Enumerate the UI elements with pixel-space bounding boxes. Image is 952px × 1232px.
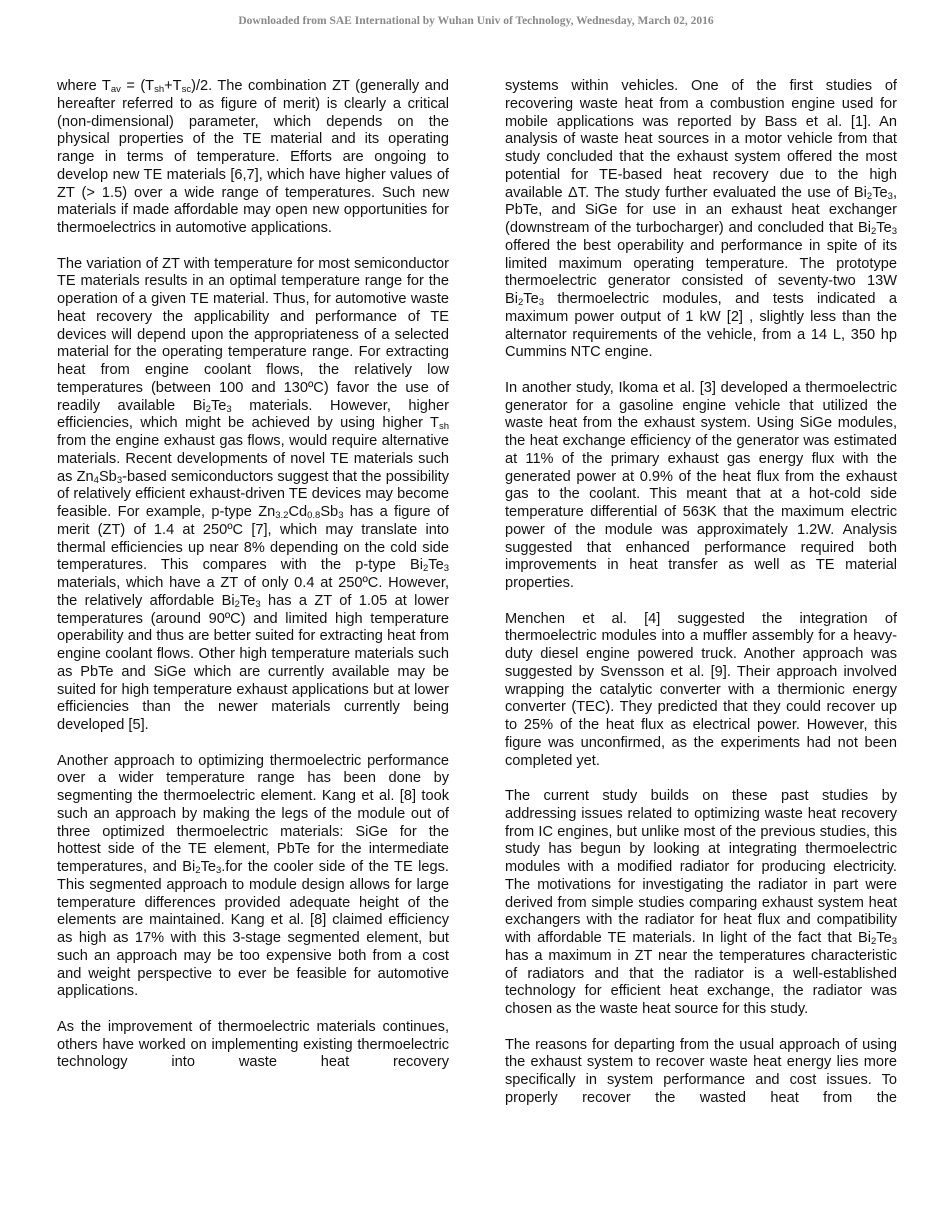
subscript: av (110, 84, 121, 95)
paragraph-text: As the improvement of thermoelectric materials continues, others have worked on implementing existing thermoelectric technology into waste heat recovery (57, 1018, 449, 1071)
paragraph-text: Another approach to optimizing thermoelectric performance over a wider temperature range has been done by segmenting the thermoelectric element. Kang et al. [8] took such an approach by making the legs of the module out of three optimized thermoelectric materials: SiGe for the hottest side of the TE element, PbTe for the intermediate temperatures, and Bi (57, 752, 449, 875)
paragraph-text: has a figure of merit (ZT) of 1.4 at 250ºC [7], which may translate into thermal efficiencies up near 8% depending on the cold side temperatures. This compares with the p-type Bi (57, 504, 449, 574)
subscript: 2 (870, 936, 877, 947)
subscript: 2 (234, 598, 240, 610)
subscript: 3 (887, 190, 893, 202)
paragraph-text: +T (164, 78, 182, 94)
body-paragraph (505, 788, 897, 1019)
paragraph-text: Te (876, 930, 892, 946)
paragraph-text: -based semiconductors suggest that the possibility of relatively efficient exhaust-driven TE devices may become feasible. For example, p-type Zn (57, 468, 449, 520)
subscript: 3 (116, 474, 123, 486)
paragraph-text: Cd (288, 504, 308, 520)
body-paragraph (505, 78, 897, 362)
paragraph-text: The reasons for departing from the usual approach of using the exhaust system to recover waste heat energy lies more specifically in system performance and cost issues. To properly recover the wasted heat from the (505, 1036, 897, 1106)
paragraph-text: The current study builds on these past studies by addressing issues related to optimizing waste heat recovery from IC engines, but unlike most of the previous studies, this study has begun by looking at integrating thermoelectric modules with a modified radiator for producing electricity. The motivations for investigating the radiator in part were derived from simple studies comparing exhaust system heat exchangers with the radiator for heat flux and compatibility with affordable TE materials. In light of the fact that Bi (505, 788, 897, 946)
paragraph-text: Sb (320, 504, 339, 520)
subscript: 3 (538, 297, 544, 308)
subscript: 3 (255, 598, 261, 610)
paragraph-text: offered the best operability and performance in spite of its limited maximum operating temperature. The prototype thermoelectric generator consisted of seventy-two 13W Bi (505, 237, 897, 307)
paragraph-text: where T (57, 78, 111, 94)
paragraph-text: materials, which have a ZT of only 0.4 at 250ºC. However, the relatively affordable Bi (57, 575, 449, 609)
body-paragraph (57, 78, 449, 238)
subscript: 3 (338, 510, 344, 521)
body-paragraph (505, 1037, 897, 1108)
subscript: 0.8 (307, 510, 321, 521)
paragraph-text: from the engine exhaust gas flows, would require alternative materials. Recent developments of novel TE materials such as Zn (57, 433, 449, 485)
subscript: 4 (93, 474, 99, 486)
paragraph-text: Te (523, 291, 539, 307)
paragraph-text: In another study, Ikoma et al. [3] developed a thermoelectric generator for a gasoline engine vehicle that utilized the waste heat from the exhaust system. Using SiGe modules, the heat exchange efficiency of the generator was estimated at 11% of the primary exhaust gas energy flux with the generated power at 0.9% of the heat flux from the exhaust gas to the coolant. This meant that at a hot-cold side temperature differential of 563K that the maximum electric power of the module was approximately 1.2W. Analysis suggested that enhanced performance required both improvements in heat transfer as well as TE material properties. (505, 379, 897, 591)
subscript: sc (181, 84, 192, 95)
body-paragraph (57, 753, 449, 1002)
paragraph-text: , PbTe, and SiGe for use in an exhaust heat exchanger (downstream of the turbocharger) and concluded that Bi (505, 184, 897, 236)
paragraph-text: Te (872, 184, 888, 201)
paragraph-text: )/2. The combination ZT (generally and hereafter referred to as figure of merit) is clearly a critical (non-dimensional) parameter, which depends on the physical properties of the TE material and its operating range in terms of temperature. Efforts are ongoing to develop new TE materials [6,7], which have higher values of ZT (> 1.5) over a wide range of temperatures. Such new materials if made affordable may open new opportunities for thermoelectrics in automotive applications. (57, 78, 449, 236)
body-paragraph (505, 380, 897, 593)
paragraph-text: Te (239, 592, 256, 609)
subscript: 3 (226, 403, 232, 415)
paragraph-text: The variation of ZT with temperature for most semiconductor TE materials results in an optimal temperature range for the operation of a given TE material. Thus, for automotive waste heat recovery the applicability and performance of TE devices will depend upon the appropriateness of a selected material for the operating temperature range. For extracting heat from engine coolant flows, the relatively low temperatures (between 100 and 130ºC) favor the use of readily available Bi (57, 255, 449, 414)
subscript: 3 (891, 936, 897, 947)
subscript: 3 (443, 563, 449, 575)
body-paragraph (505, 611, 897, 771)
paragraph-text: Menchen et al. [4] suggested the integration of thermoelectric modules into a muffler assembly for a heavy-duty diesel engine powered truck. Another approach was suggested by Svensson et al. [9]. Their approach involved wrapping the catalytic converter with a thermionic energy converter (TEC). They predicted that they could recover up to 25% of the heat flux as electrical power. However, this figure was unconfirmed, as the experiments had not been completed yet. (505, 610, 897, 769)
subscript: 2 (205, 403, 211, 415)
paragraph-text: .for the cooler side of the TE legs. This segmented approach to module design allows for large temperature differences provided adequate height of the elements are maintained. Kang et al. [8] claimed efficiency as high as 17% with this 3-stage segmented element, but such an approach may be too expensive both from a cost and weight perspective to ever be feasible for automotive applications. (57, 859, 449, 1000)
paragraph-text: has a maximum in ZT near the temperatures characteristic of radiators and that the radiator is a well-established technology for efficient heat exchange, the radiator was chosen as the waste heat source for this study. (505, 947, 897, 1017)
subscript: sh (438, 421, 449, 433)
subscript: 3 (215, 865, 222, 876)
subscript: 3 (891, 226, 897, 237)
left-column (57, 78, 449, 1090)
subscript: 3.2 (275, 510, 289, 521)
paragraph-text: Sb (98, 468, 117, 485)
subscript: 2 (517, 297, 524, 308)
subscript: sh (154, 84, 165, 95)
paragraph-text: thermoelectric modules, and tests indicated a maximum power output of 1 kW [2] , slightly less than the alternator requirements of the vehicle, from a 14 L, 350 hp Cummins NTC engine. (505, 291, 897, 361)
paragraph-text: = (T (120, 78, 155, 94)
body-paragraph (57, 1019, 449, 1072)
subscript: 2 (195, 865, 201, 876)
download-header: Downloaded from SAE International by Wuhan Univ of Technology, Wednesday, March 02, 2016 (238, 15, 714, 27)
paragraph-text: Te (428, 557, 444, 574)
subscript: 2 (422, 563, 429, 575)
paragraph-text: materials. However, higher efficiencies, which might be achieved by using higher T (57, 397, 449, 432)
right-column (505, 78, 897, 1125)
paragraph-text: Te (210, 397, 227, 414)
paragraph-text: Te (876, 220, 892, 236)
paragraph-text: systems within vehicles. One of the first studies of recovering waste heat from a combustion engine used for mobile applications was reported by Bass et al. [1]. An analysis of waste heat sources in a motor vehicle from that study concluded that the exhaust system offered the most potential for TE-based heat recovery due to the high available ΔT. The study further evaluated the use of Bi (505, 78, 897, 201)
paragraph-text: Te (200, 859, 216, 875)
paragraph-text: has a ZT of 1.05 at lower temperatures (around 90ºC) and limited high temperature operability and thus are better suited for extracting heat from engine coolant flows. Other high temperature materials such as PbTe and SiGe which are currently available may be suited for high temperature exhaust applications but at lower efficiencies than the newer materials currently being developed [5]. (57, 592, 449, 733)
subscript: 2 (866, 190, 873, 202)
subscript: 2 (870, 226, 877, 237)
body-paragraph (57, 256, 449, 735)
